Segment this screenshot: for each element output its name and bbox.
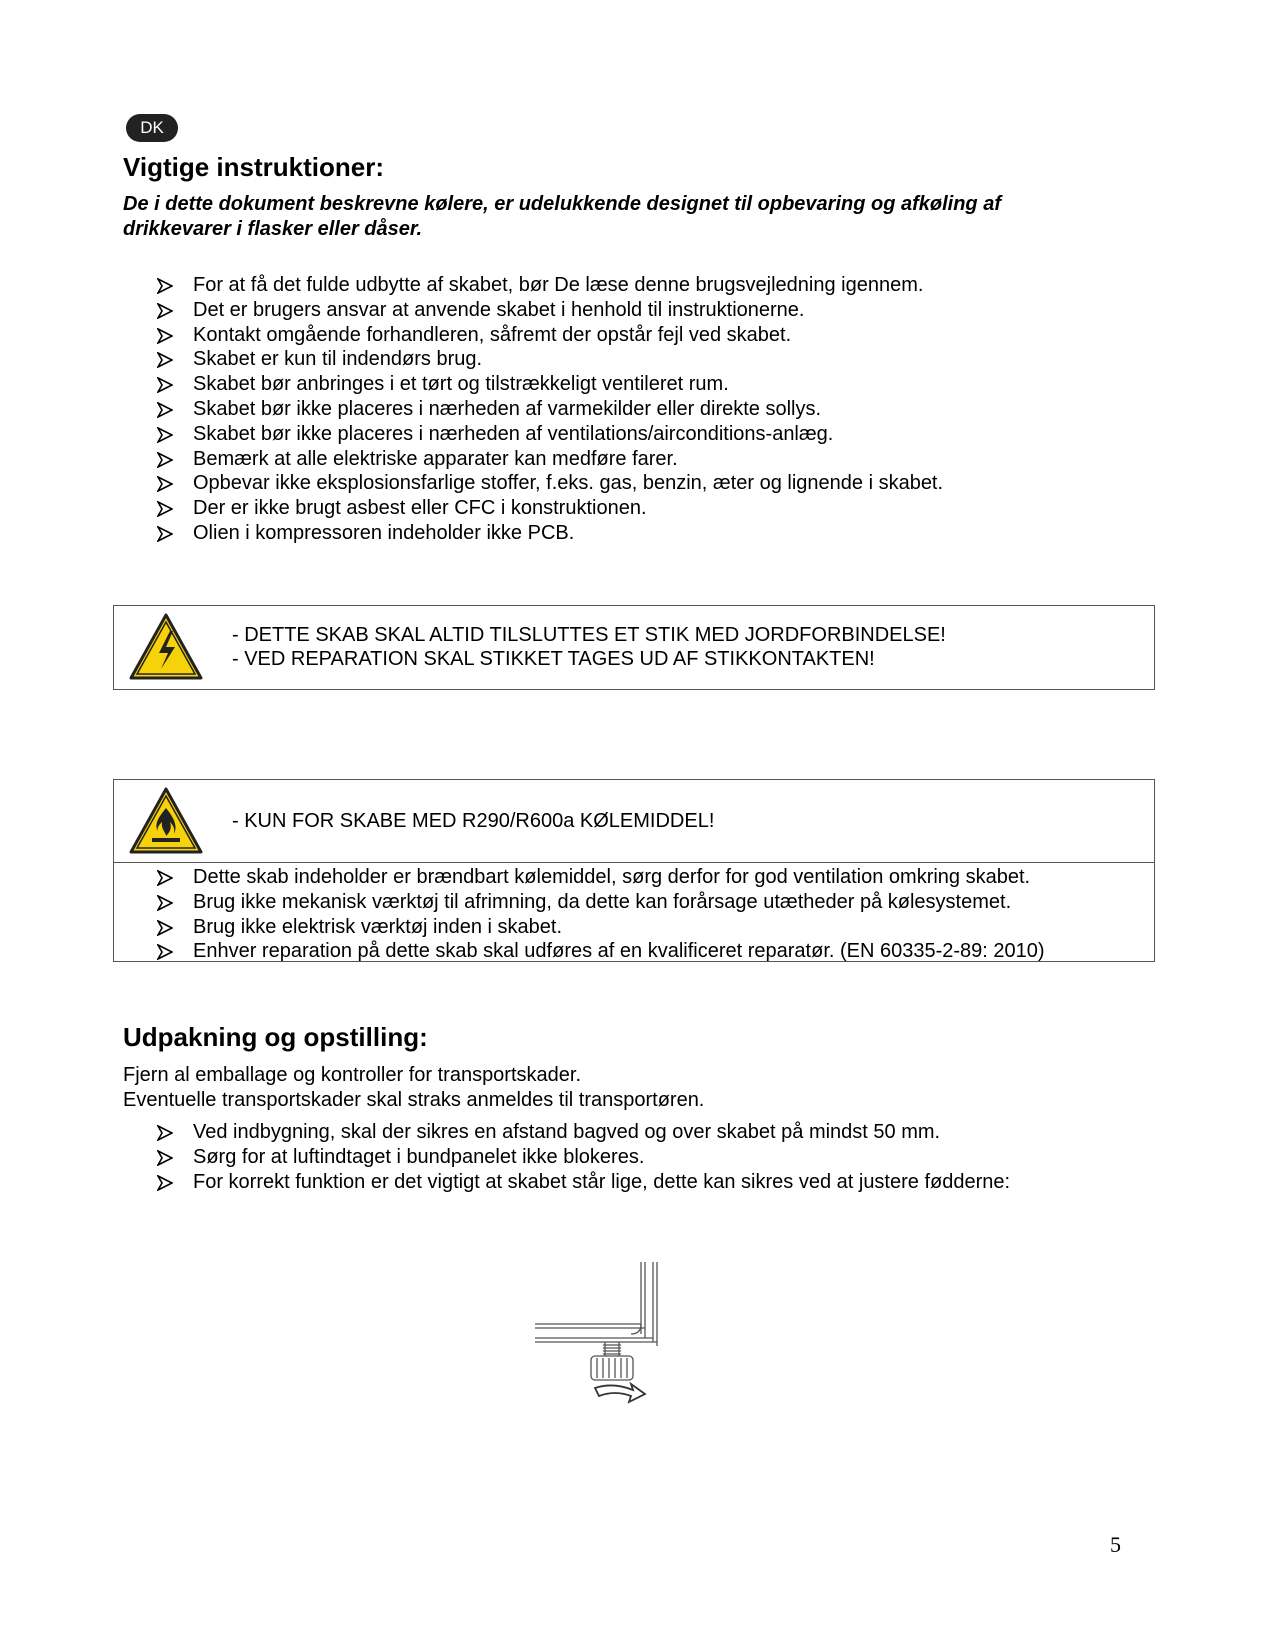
arrow-bullet-icon: [157, 944, 173, 960]
unpacking-list: [157, 1120, 1010, 1194]
list-item: [157, 273, 943, 298]
divider: [114, 862, 1154, 863]
arrow-bullet-icon: [157, 278, 173, 294]
list-item-text: Der er ikke brugt asbest eller CFC i konstruktionen.: [193, 497, 647, 520]
arrow-bullet-icon: [157, 1150, 173, 1166]
unpacking-paragraph-2: Eventuelle transportskader skal straks anmeldes til transportøren.: [123, 1089, 705, 1111]
list-item-text: Kontakt omgående forhandleren, såfremt der opstår fejl ved skabet.: [193, 323, 792, 346]
list-item-text: For at få det fulde udbytte af skabet, bør De læse denne brugsvejledning igennem.: [193, 274, 924, 296]
list-item-text: Skabet bør ikke placeres i nærheden af varmekilder eller direkte sollys.: [193, 397, 822, 420]
arrow-bullet-icon: [157, 377, 173, 393]
list-item-text: Dette skab indeholder er brændbart kølemiddel, sørg derfor for god ventilation omkring skabet.: [193, 866, 1031, 888]
electric-warning-line-1: - DETTE SKAB SKAL ALTID TILSLUTTES ET STIK MED JORDFORBINDELSE!: [232, 624, 946, 646]
arrow-bullet-icon: [157, 501, 173, 517]
adjustable-foot-icon: [535, 1262, 665, 1412]
page-number: 5: [1110, 1532, 1121, 1557]
language-badge: DK: [126, 114, 178, 142]
list-item-text: Ved indbygning, skal der sikres en afstand bagved og over skabet på mindst 50 mm.: [193, 1121, 941, 1143]
arrow-bullet-icon: [157, 526, 173, 542]
list-item-text: Sørg for at luftindtaget i bundpanelet ikke blokeres.: [193, 1145, 645, 1168]
electric-warning-line-2: - VED REPARATION SKAL STIKKET TAGES UD AF STIKKONTAKTEN!: [232, 648, 875, 670]
list-item-text: Opbevar ikke eksplosionsfarlige stoffer, f.eks. gas, benzin, æter og lignende i skabet.: [193, 472, 944, 495]
list-item: [157, 471, 943, 496]
list-item: [157, 298, 943, 323]
list-item: [157, 1170, 1010, 1195]
arrow-bullet-icon: [157, 303, 173, 319]
flammable-warning-heading: - KUN FOR SKABE MED R290/R600a KØLEMIDDEL!: [232, 810, 715, 832]
flammable-warning-box: [113, 779, 1155, 962]
list-item-text: Bemærk at alle elektriske apparater kan medføre farer.: [193, 447, 678, 470]
electric-hazard-icon: [128, 612, 204, 682]
arrow-bullet-icon: [157, 427, 173, 443]
arrow-bullet-icon: [157, 476, 173, 492]
list-item: [157, 372, 943, 397]
flammable-hazard-icon: [128, 786, 204, 856]
list-item: [157, 397, 943, 422]
arrow-bullet-icon: [157, 1125, 173, 1141]
list-item-text: Enhver reparation på dette skab skal udføres af en kvalificeret reparatør. (EN 60335-2-89: 2010): [193, 940, 1045, 963]
list-item: [157, 447, 943, 472]
list-item-text: Olien i kompressoren indeholder ikke PCB.: [193, 521, 575, 544]
list-item: [157, 347, 943, 372]
list-item: [157, 496, 943, 521]
list-item-text: Brug ikke mekanisk værktøj til afrimning, da dette kan forårsage utætheder på kølesystemet.: [193, 890, 1012, 913]
arrow-bullet-icon: [157, 352, 173, 368]
arrow-bullet-icon: [157, 452, 173, 468]
list-item-text: Skabet bør ikke placeres i nærheden af ventilations/airconditions-anlæg.: [193, 422, 834, 445]
list-item: [157, 915, 1045, 940]
list-item: [157, 1145, 1010, 1170]
arrow-bullet-icon: [157, 895, 173, 911]
list-item: [157, 323, 943, 348]
arrow-bullet-icon: [157, 920, 173, 936]
arrow-bullet-icon: [157, 402, 173, 418]
flammable-warning-list: [157, 865, 1045, 964]
list-item: [157, 422, 943, 447]
list-item: [157, 1120, 1010, 1145]
list-item-text: Skabet bør anbringes i et tørt og tilstrækkeligt ventileret rum.: [193, 373, 729, 396]
section-title-unpacking: Udpakning og opstilling:: [123, 1022, 428, 1052]
list-item: [157, 521, 943, 546]
arrow-bullet-icon: [157, 328, 173, 344]
section-title-important: Vigtige instruktioner:: [123, 152, 384, 182]
unpacking-paragraph-1: Fjern al emballage og kontroller for transportskader.: [123, 1064, 582, 1086]
list-item-text: Skabet er kun til indendørs brug.: [193, 348, 483, 371]
list-item: [157, 939, 1045, 964]
list-item-text: Brug ikke elektrisk værktøj inden i skabet.: [193, 915, 563, 938]
list-item: [157, 890, 1045, 915]
arrow-bullet-icon: [157, 1175, 173, 1191]
list-item-text: For korrekt funktion er det vigtigt at skabet står lige, dette kan sikres ved at justere fødderne:: [193, 1170, 1011, 1193]
electric-warning-box: [113, 605, 1155, 690]
list-item-text: Det er brugers ansvar at anvende skabet i henhold til instruktionerne.: [193, 298, 805, 321]
intro-text: De i dette dokument beskrevne kølere, er udelukkende designet til opbevaring og afkøling af drikkevarer i flasker eller dåser.: [123, 193, 1001, 240]
list-item: [157, 865, 1045, 890]
instructions-list: [157, 273, 943, 546]
arrow-bullet-icon: [157, 870, 173, 886]
